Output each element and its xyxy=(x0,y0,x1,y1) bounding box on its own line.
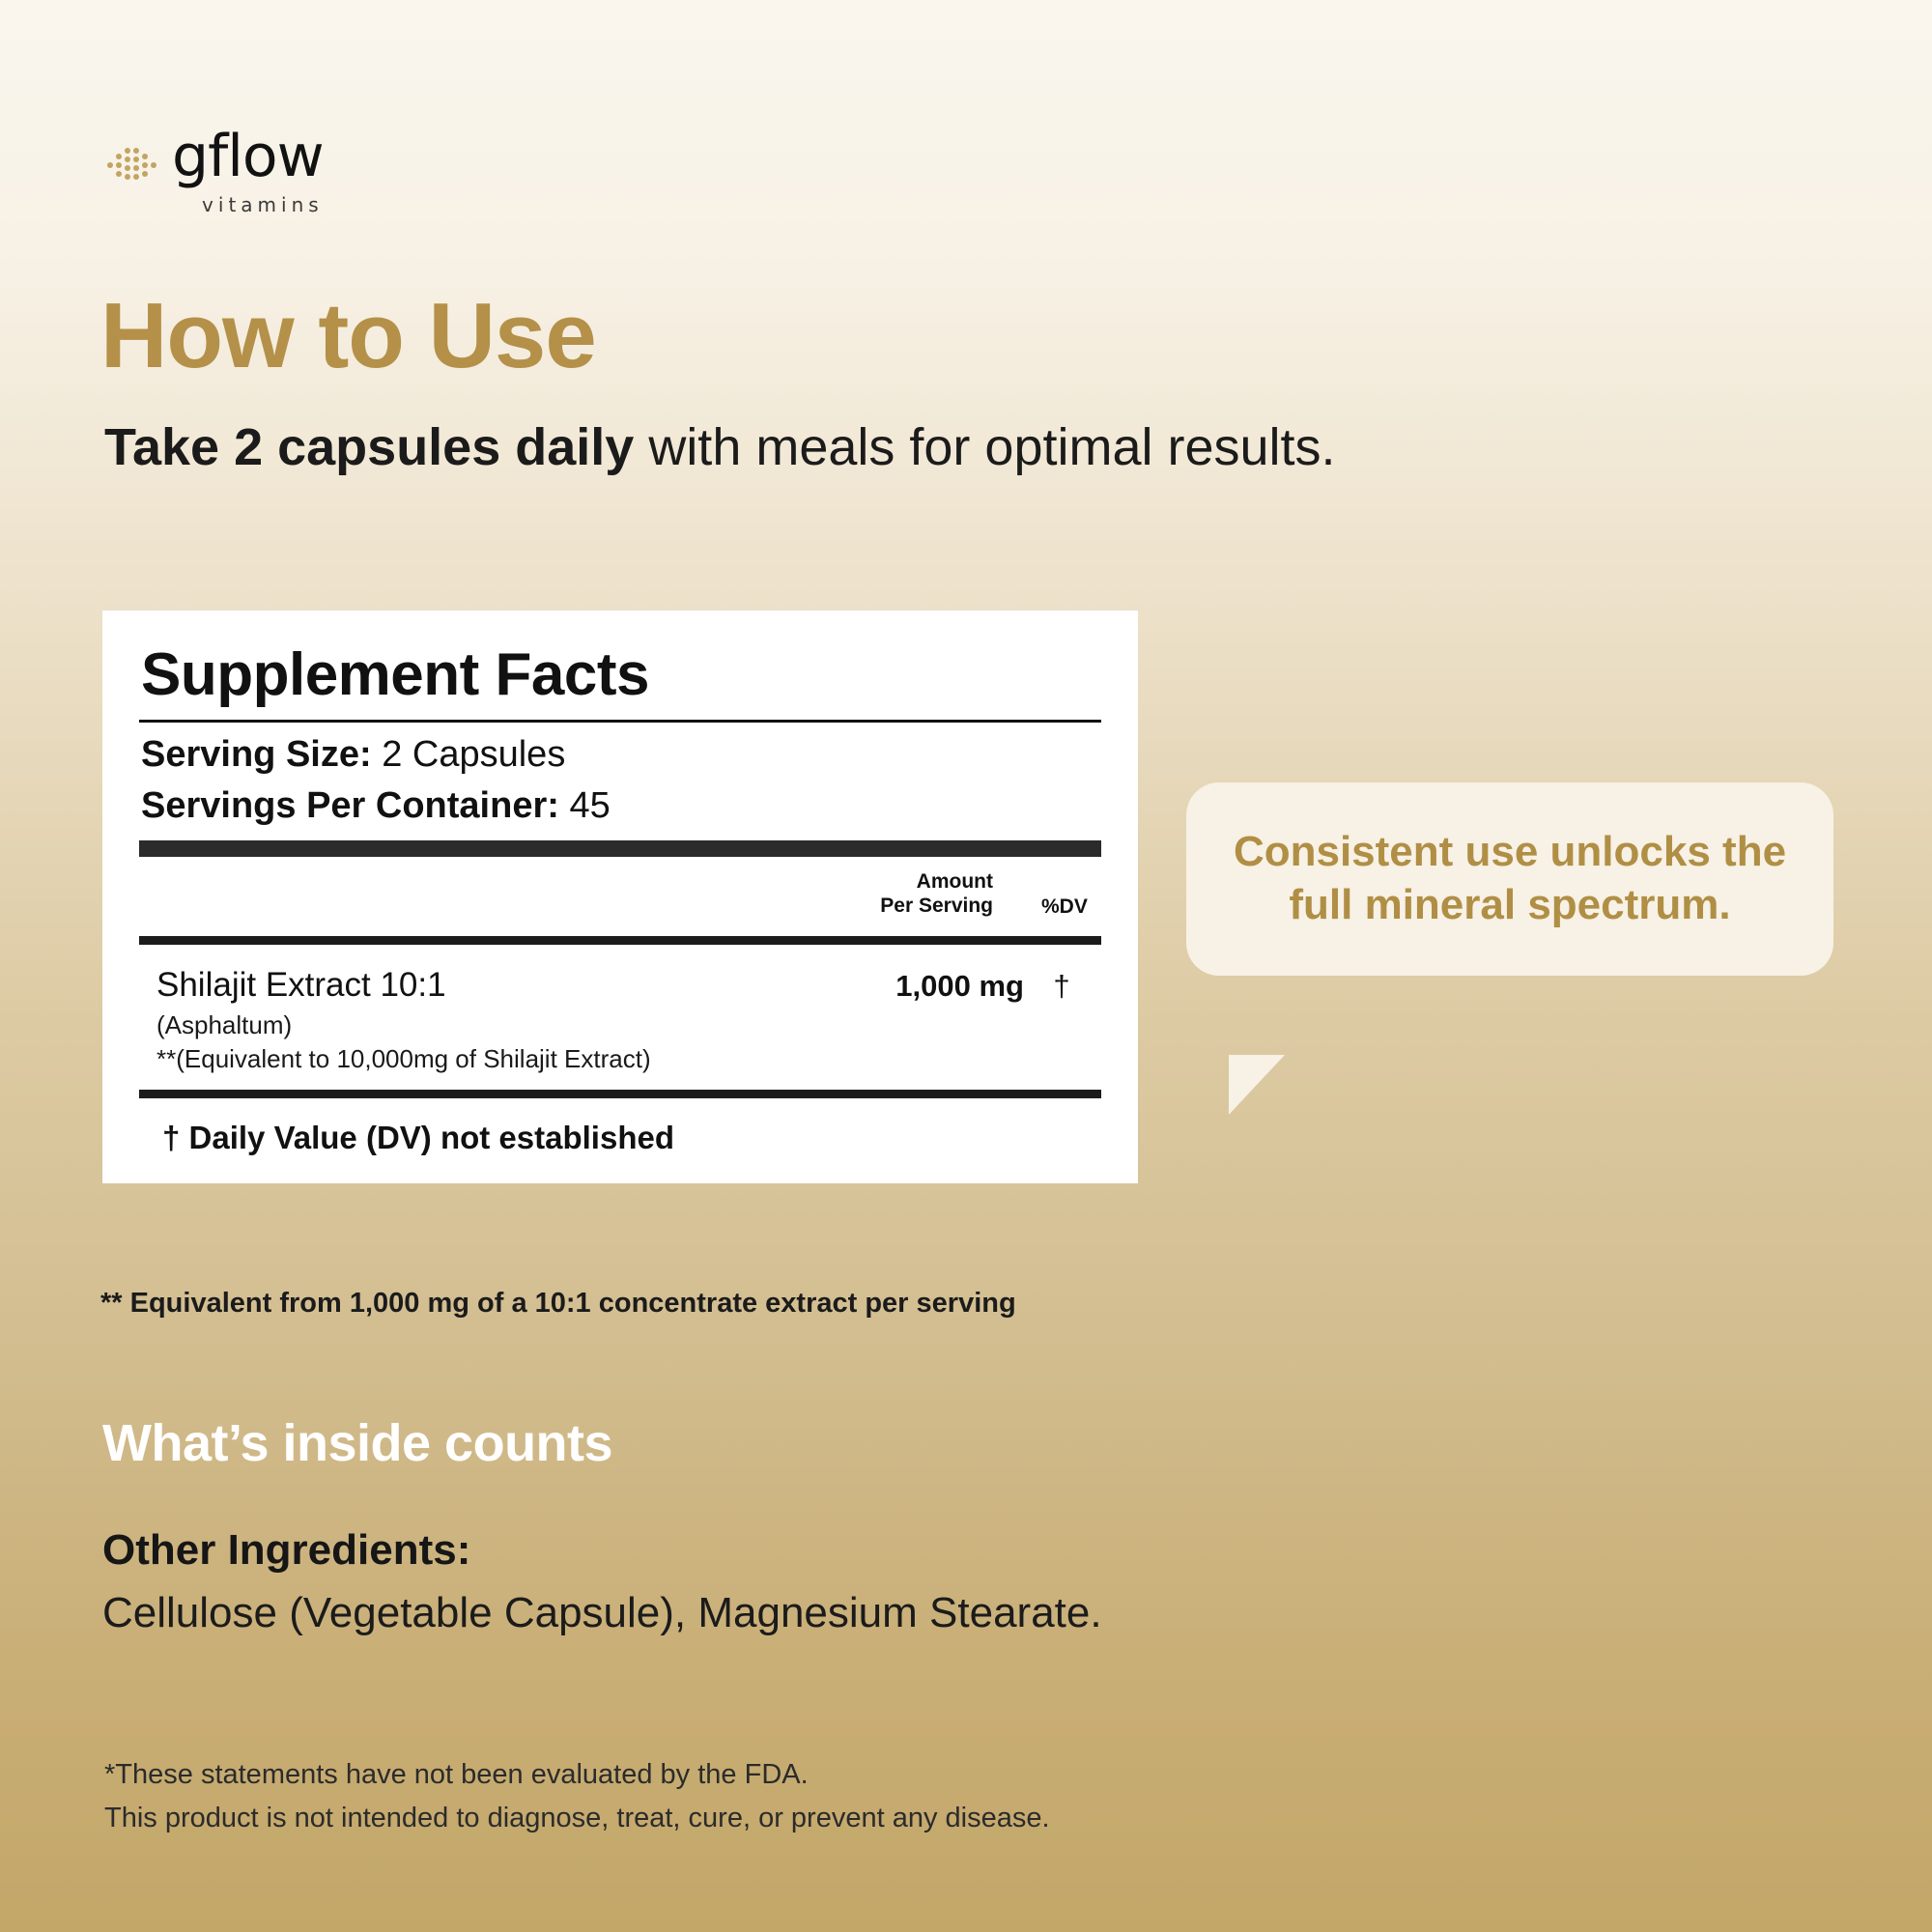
divider-medium-top xyxy=(139,936,1101,945)
usage-instruction xyxy=(104,417,1476,479)
usage-instruction-rest: with meals for optimal results. xyxy=(634,418,1336,476)
column-header-amount xyxy=(880,870,993,919)
page-title: How to Use xyxy=(100,284,596,387)
fda-disclaimer-line2: This product is not intended to diagnose, treat, cure, or prevent any disease. xyxy=(104,1802,1050,1833)
column-header-amount-line1: Amount xyxy=(916,870,993,894)
divider-thin xyxy=(139,720,1101,723)
serving-size-row xyxy=(137,734,1103,776)
table-row xyxy=(137,945,1103,1005)
ingredient-equivalence: **(Equivalent to 10,000mg of Shilajit Extract) xyxy=(156,1043,651,1073)
divider-thick xyxy=(139,840,1101,857)
divider-medium-bottom xyxy=(139,1090,1101,1098)
serving-size-label: Serving Size: xyxy=(141,734,372,776)
servings-per-container-value: 45 xyxy=(569,785,611,827)
callout-bubble-tail xyxy=(1229,1055,1285,1115)
callout-bubble xyxy=(1186,782,1833,976)
callout-text: Consistent use unlocks the full mineral spectrum. xyxy=(1233,828,1787,928)
column-header-amount-line2: Per Serving xyxy=(880,894,993,917)
other-ingredients-label: Other Ingredients: xyxy=(102,1526,471,1574)
brand-logo xyxy=(104,123,324,216)
facts-column-headers xyxy=(137,857,1103,926)
brand-tagline: vitamins xyxy=(202,193,324,216)
supplement-facts-title: Supplement Facts xyxy=(141,641,649,708)
brand-name: gflow xyxy=(172,123,324,190)
other-ingredients-value: Cellulose (Vegetable Capsule), Magnesium Stearate. xyxy=(102,1589,1102,1636)
serving-size-value: 2 Capsules xyxy=(382,734,566,776)
fda-disclaimer-line1: *These statements have not been evaluated by the FDA. xyxy=(104,1759,809,1790)
daily-value-footnote: † Daily Value (DV) not established xyxy=(162,1119,674,1155)
section-title-whats-inside: What’s inside counts xyxy=(102,1414,613,1472)
usage-instruction-bold: Take 2 capsules daily xyxy=(104,418,635,476)
fda-disclaimer xyxy=(104,1753,1747,1840)
servings-per-container-row xyxy=(137,785,1103,827)
ingredient-amount: 1,000 mg xyxy=(895,968,1024,1003)
ingredient-name: Shilajit Extract 10:1 xyxy=(156,965,446,1004)
column-header-dv: %DV xyxy=(1041,895,1088,918)
dotted-diamond-icon xyxy=(104,145,158,185)
equivalence-note: ** Equivalent from 1,000 mg of a 10:1 concentrate extract per serving xyxy=(100,1288,1016,1319)
ingredient-dv: † xyxy=(1053,968,1070,1003)
supplement-facts-panel xyxy=(102,611,1138,1183)
ingredient-subtitle: (Asphaltum) xyxy=(156,1009,293,1039)
servings-per-container-label: Servings Per Container: xyxy=(141,785,559,827)
